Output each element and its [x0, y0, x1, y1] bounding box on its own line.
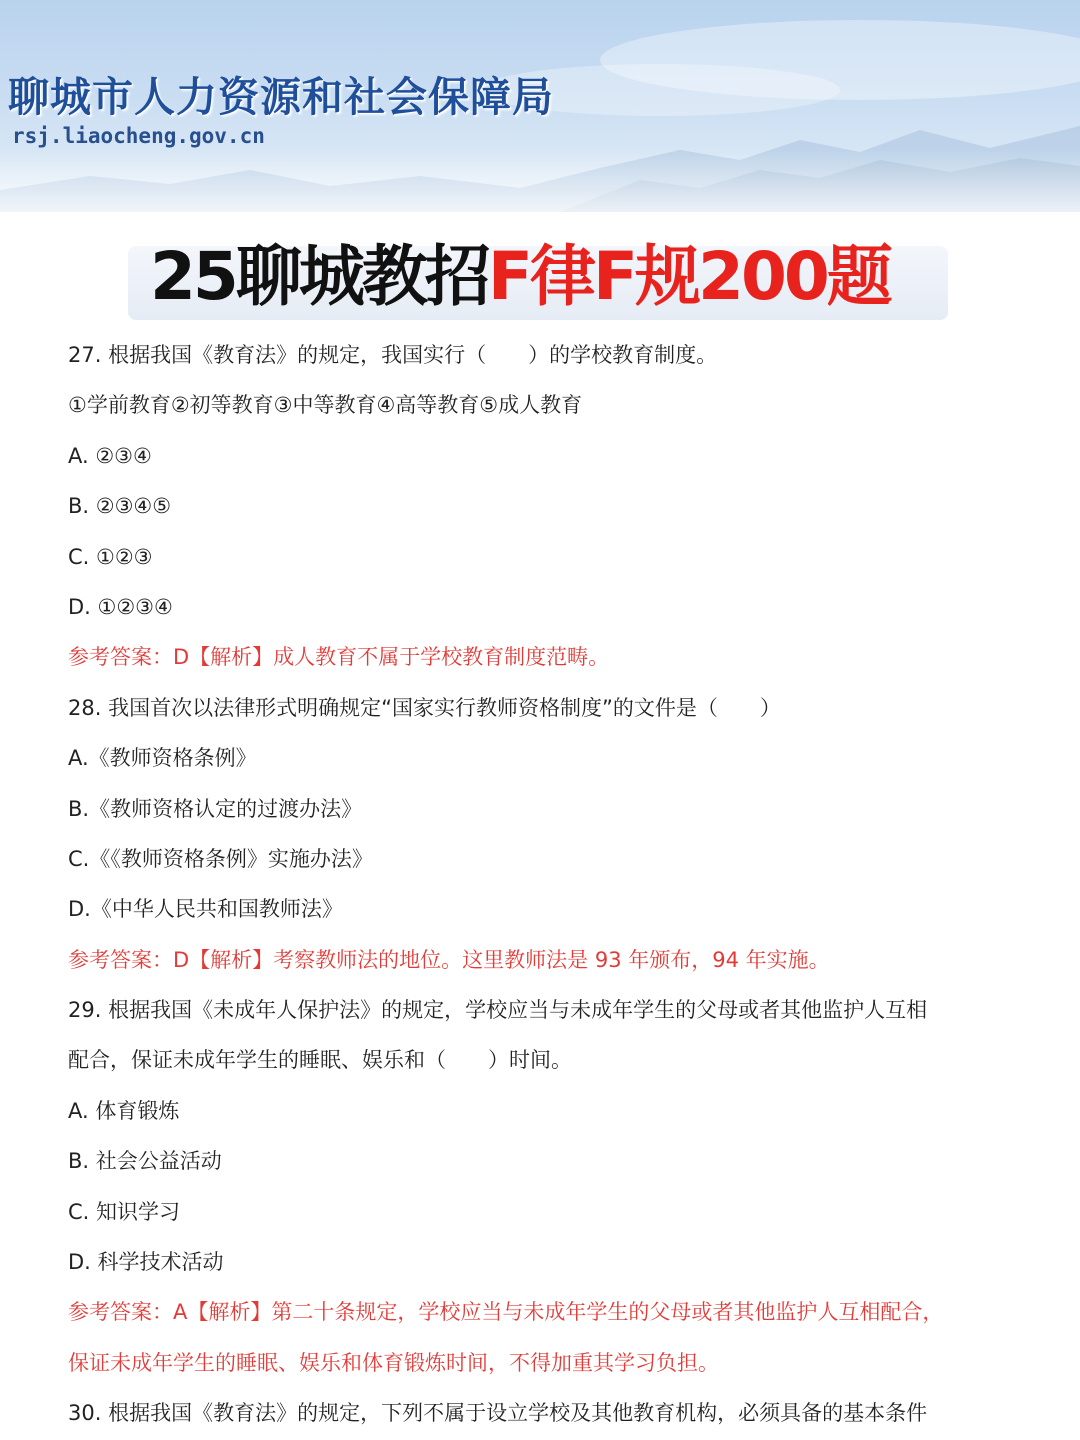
question-29-answer: 参考答案：A【解析】第二十条规定，学校应当与未成年学生的父母或者其他监护人互相配合， — [68, 1300, 944, 1325]
headline-black-part: 25聊城教招 — [150, 238, 488, 315]
question-28-stem: 28. 我国首次以法律形式明确规定“国家实行教师资格制度”的文件是（ ） — [68, 695, 781, 720]
org-title: 聊城市人力资源和社会保障局 — [8, 73, 554, 121]
header-banner — [0, 0, 1080, 212]
question-27-option-c: C. ①②③ — [68, 544, 153, 569]
question-29-option-c: C. 知识学习 — [68, 1199, 181, 1224]
headline — [150, 232, 950, 322]
question-29-answer-continued: 保证未成年学生的睡眠、娱乐和体育锻炼时间，不得加重其学习负担。 — [68, 1350, 719, 1375]
question-27-option-d: D. ①②③④ — [68, 594, 173, 619]
question-28-answer: 参考答案：D【解析】考察教师法的地位。这里教师法是 93 年颁布，94 年实施。 — [68, 947, 830, 972]
question-27-answer: 参考答案：D【解析】成人教育不属于学校教育制度范畴。 — [68, 645, 610, 670]
question-27-option-a: A. ②③④ — [68, 443, 152, 468]
headline-red-part: F律F规200题 — [487, 238, 890, 315]
question-30-stem: 30. 根据我国《教育法》的规定，下列不属于设立学校及其他教育机构，必须具备的基本条件 — [68, 1401, 928, 1426]
question-29-option-d: D. 科学技术活动 — [68, 1250, 224, 1275]
question-28-option-c: C.《《教师资格条例》实施办法》 — [68, 846, 373, 871]
question-28-option-d: D.《中华人民共和国教师法》 — [68, 897, 343, 922]
org-url: rsj.liaocheng.gov.cn — [12, 124, 265, 148]
question-28-option-a: A.《教师资格条例》 — [68, 746, 257, 771]
question-27-items: ①学前教育②初等教育③中等教育④高等教育⑤成人教育 — [68, 393, 583, 418]
question-29-stem-continued: 配合，保证未成年学生的睡眠、娱乐和（ ）时间。 — [68, 1048, 572, 1073]
question-29-option-a: A. 体育锻炼 — [68, 1098, 180, 1123]
question-27-option-b: B. ②③④⑤ — [68, 494, 172, 519]
question-29-option-b: B. 社会公益活动 — [68, 1149, 222, 1174]
question-29-stem: 29. 根据我国《未成年人保护法》的规定，学校应当与未成年学生的父母或者其他监护人互相 — [68, 998, 928, 1023]
question-28-option-b: B.《教师资格认定的过渡办法》 — [68, 796, 363, 821]
question-27-stem: 27. 根据我国《教育法》的规定，我国实行（ ）的学校教育制度。 — [68, 343, 718, 367]
question-list — [68, 330, 1028, 1439]
